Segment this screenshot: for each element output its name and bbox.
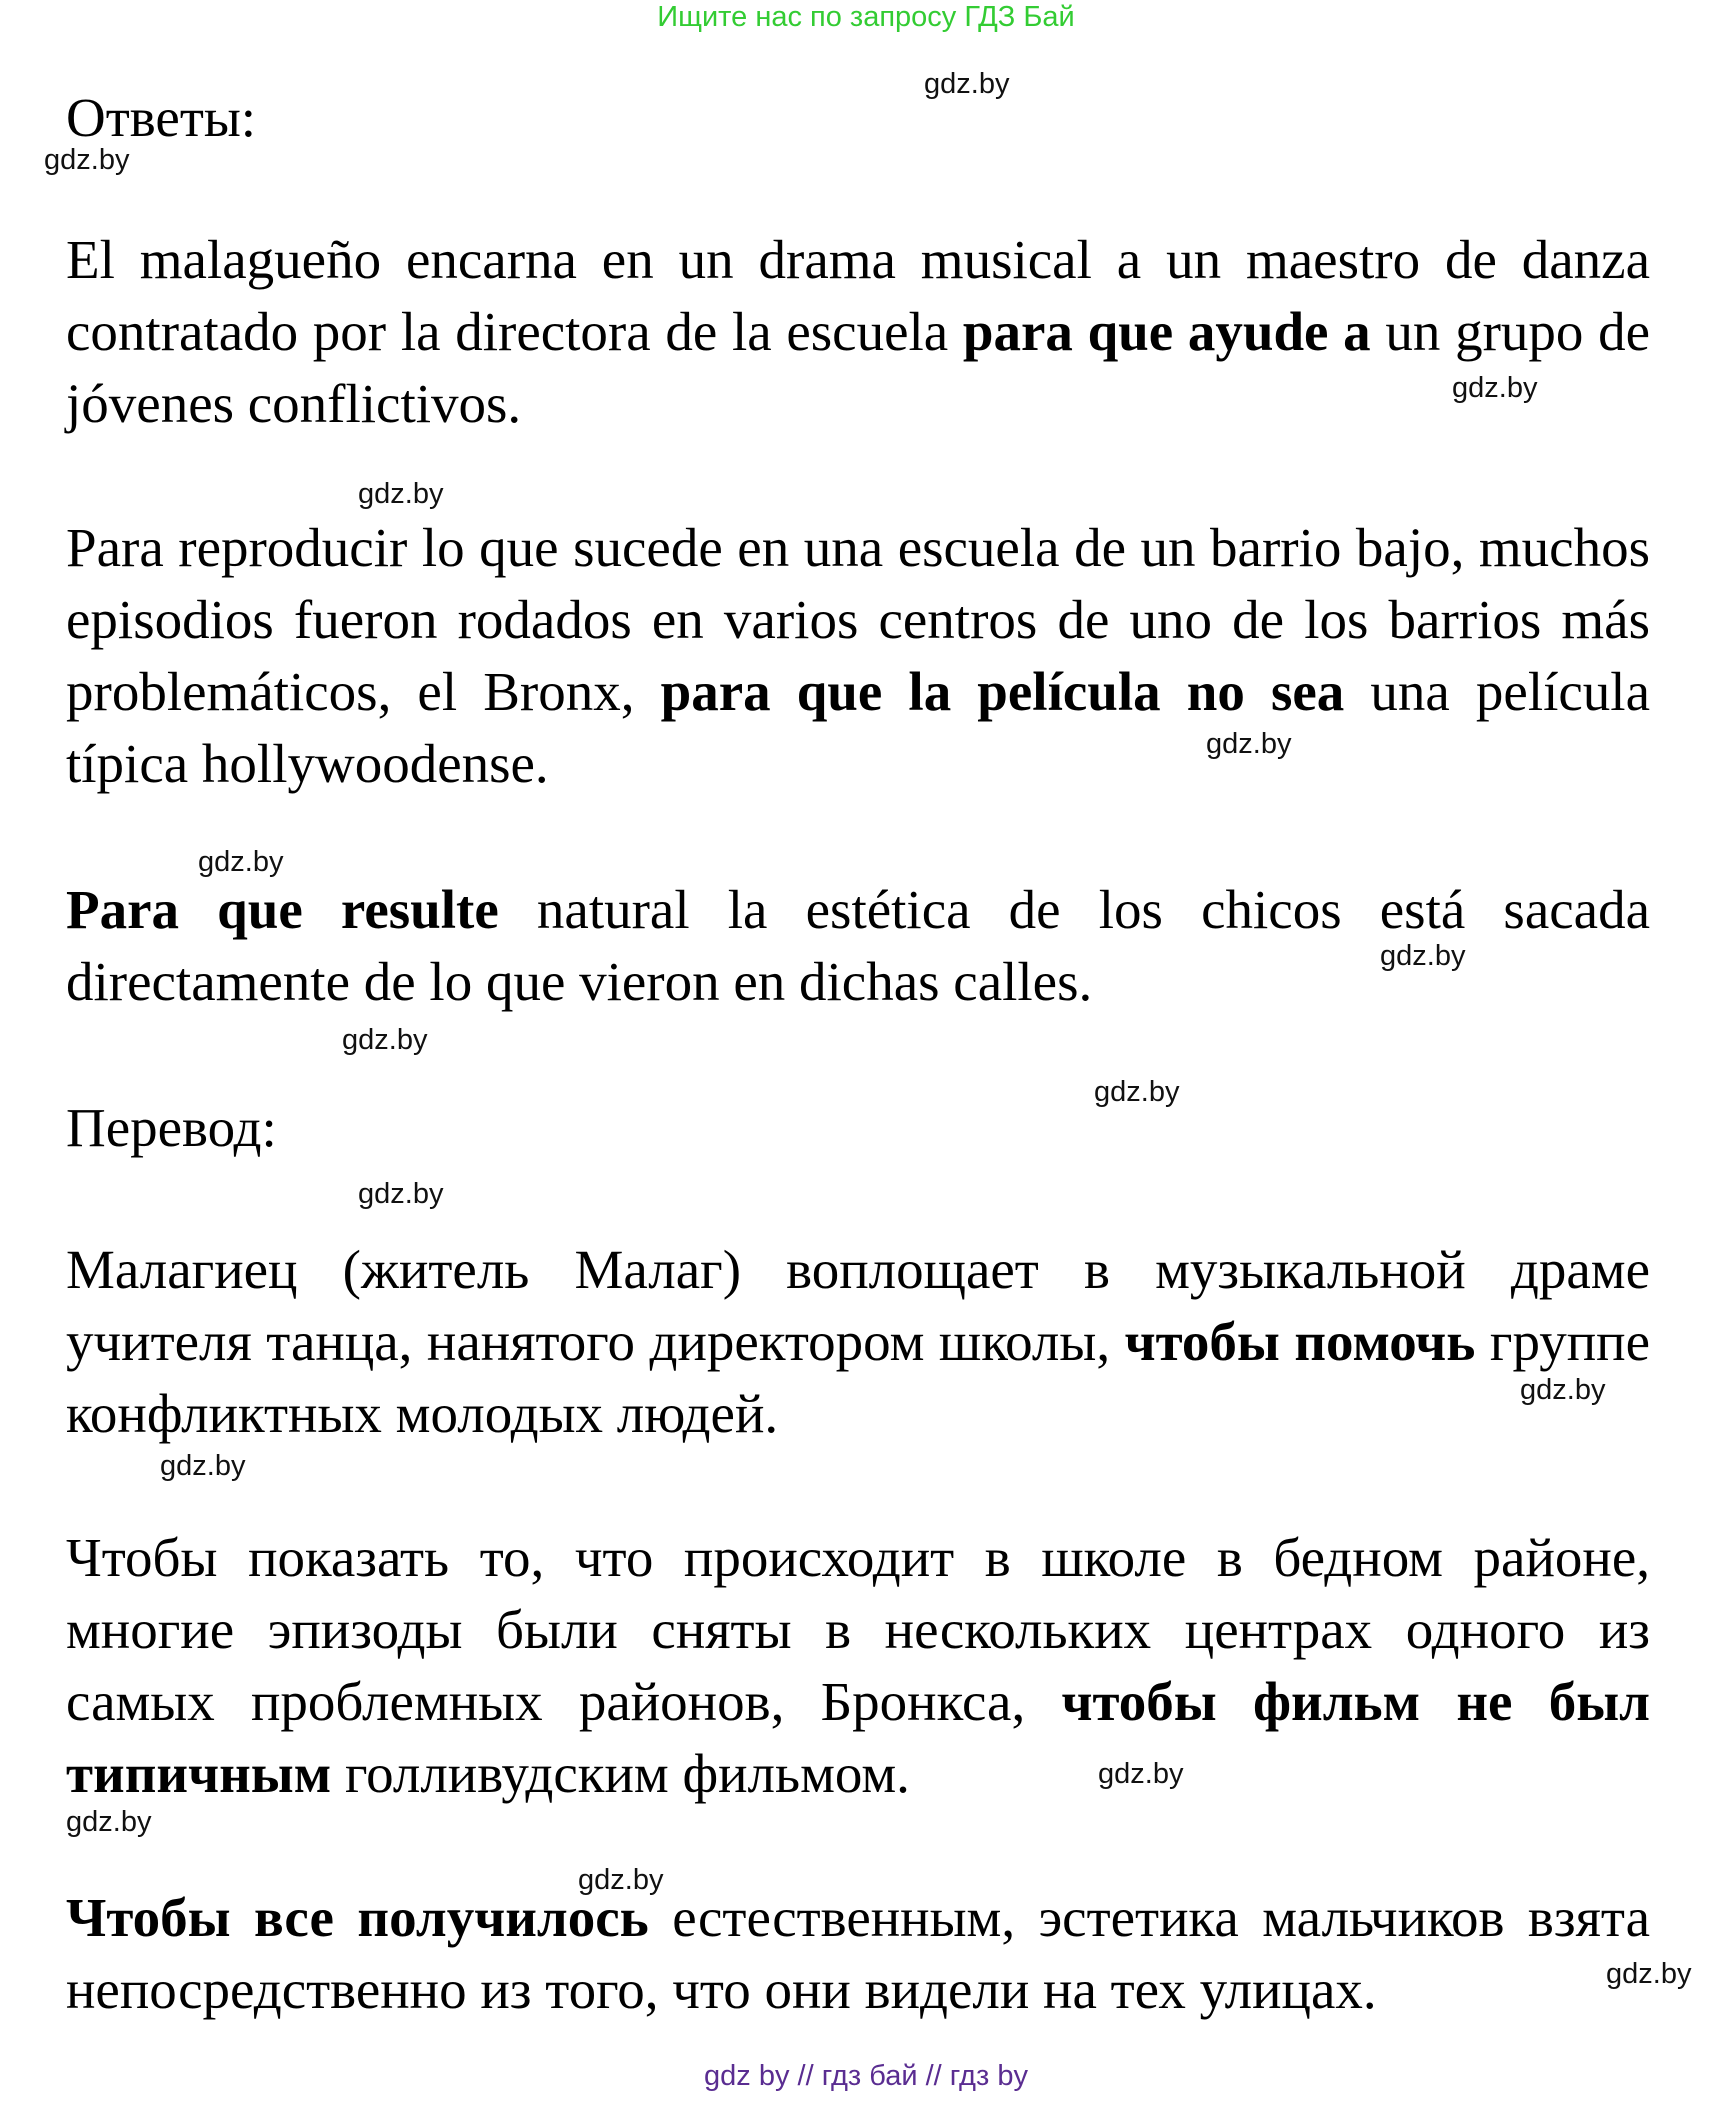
bold-phrase: para que ayude a bbox=[962, 301, 1371, 362]
bold-phrase: Para que resulte bbox=[66, 879, 499, 940]
bold-phrase: чтобы фильм не был типичным bbox=[66, 1671, 1650, 1804]
text-run: un grupo de jóvenes conflictivos. bbox=[66, 301, 1650, 434]
text-run: группе конфликтных молодых людей. bbox=[66, 1311, 1650, 1444]
text-run: голливудским фильмом. bbox=[331, 1743, 910, 1804]
watermark: gdz.by bbox=[44, 144, 130, 176]
watermark: gdz.by bbox=[1606, 1958, 1692, 1990]
text-run: natural la estética de los chicos está sacada directamente de lo que vieron en dichas calles. bbox=[66, 879, 1650, 1012]
answer-paragraph-2 bbox=[66, 512, 1650, 800]
bold-phrase: Чтобы все получилось bbox=[66, 1887, 649, 1948]
watermark: gdz.by bbox=[1520, 1374, 1606, 1406]
watermark: gdz.by bbox=[198, 846, 284, 878]
text-run: El malagueño encarna en un drama musical a un maestro de danza contratado por la directora de la escuela bbox=[66, 229, 1650, 362]
watermark: gdz.by bbox=[1206, 728, 1292, 760]
watermark: gdz.by bbox=[160, 1450, 246, 1482]
translation-heading: Перевод: bbox=[66, 1097, 277, 1158]
watermark: gdz.by bbox=[358, 1178, 444, 1210]
watermark: gdz.by bbox=[924, 68, 1010, 100]
watermark: gdz.by bbox=[66, 1806, 152, 1838]
watermark: gdz.by bbox=[1452, 372, 1538, 404]
footer: gdz by // гдз бай // гдз by bbox=[704, 2060, 1028, 2092]
bold-phrase: para que la película no sea bbox=[660, 661, 1345, 722]
translation-paragraph-1 bbox=[66, 1234, 1650, 1450]
text-run: una película típica hollywoodense. bbox=[66, 661, 1650, 794]
text-run: естественным, эстетика мальчиков взята непосредственно из того, что они видели на тех улицах. bbox=[66, 1887, 1650, 2020]
watermark: gdz.by bbox=[578, 1864, 664, 1896]
watermark: gdz.by bbox=[342, 1024, 428, 1056]
watermark: gdz.by bbox=[1098, 1758, 1184, 1790]
text-run: Para reproducir lo que sucede en una escuela de un barrio bajo, muchos episodios fueron rodados en varios centros de uno de los barrios más problemáticos, el Bronx, bbox=[66, 517, 1650, 722]
top-banner: Ищите нас по запросу ГДЗ Бай bbox=[657, 1, 1075, 33]
text-run: Чтобы показать то, что происходит в школе в бедном районе, многие эпизоды были сняты в нескольких центрах одного из самых проблемных районов, Бронкса, bbox=[66, 1527, 1650, 1732]
watermark: gdz.by bbox=[1094, 1076, 1180, 1108]
text-run: Малагиец (житель Малаг) воплощает в музыкальной драме учителя танца, нанятого директором школы, bbox=[66, 1239, 1650, 1372]
bold-phrase: чтобы помочь bbox=[1124, 1311, 1476, 1372]
answer-paragraph-1 bbox=[66, 224, 1650, 440]
translation-paragraph-2 bbox=[66, 1522, 1650, 1810]
watermark: gdz.by bbox=[358, 478, 444, 510]
watermark: gdz.by bbox=[1380, 940, 1466, 972]
answers-heading: Ответы: bbox=[66, 87, 257, 148]
translation-paragraph-3 bbox=[66, 1882, 1650, 2026]
